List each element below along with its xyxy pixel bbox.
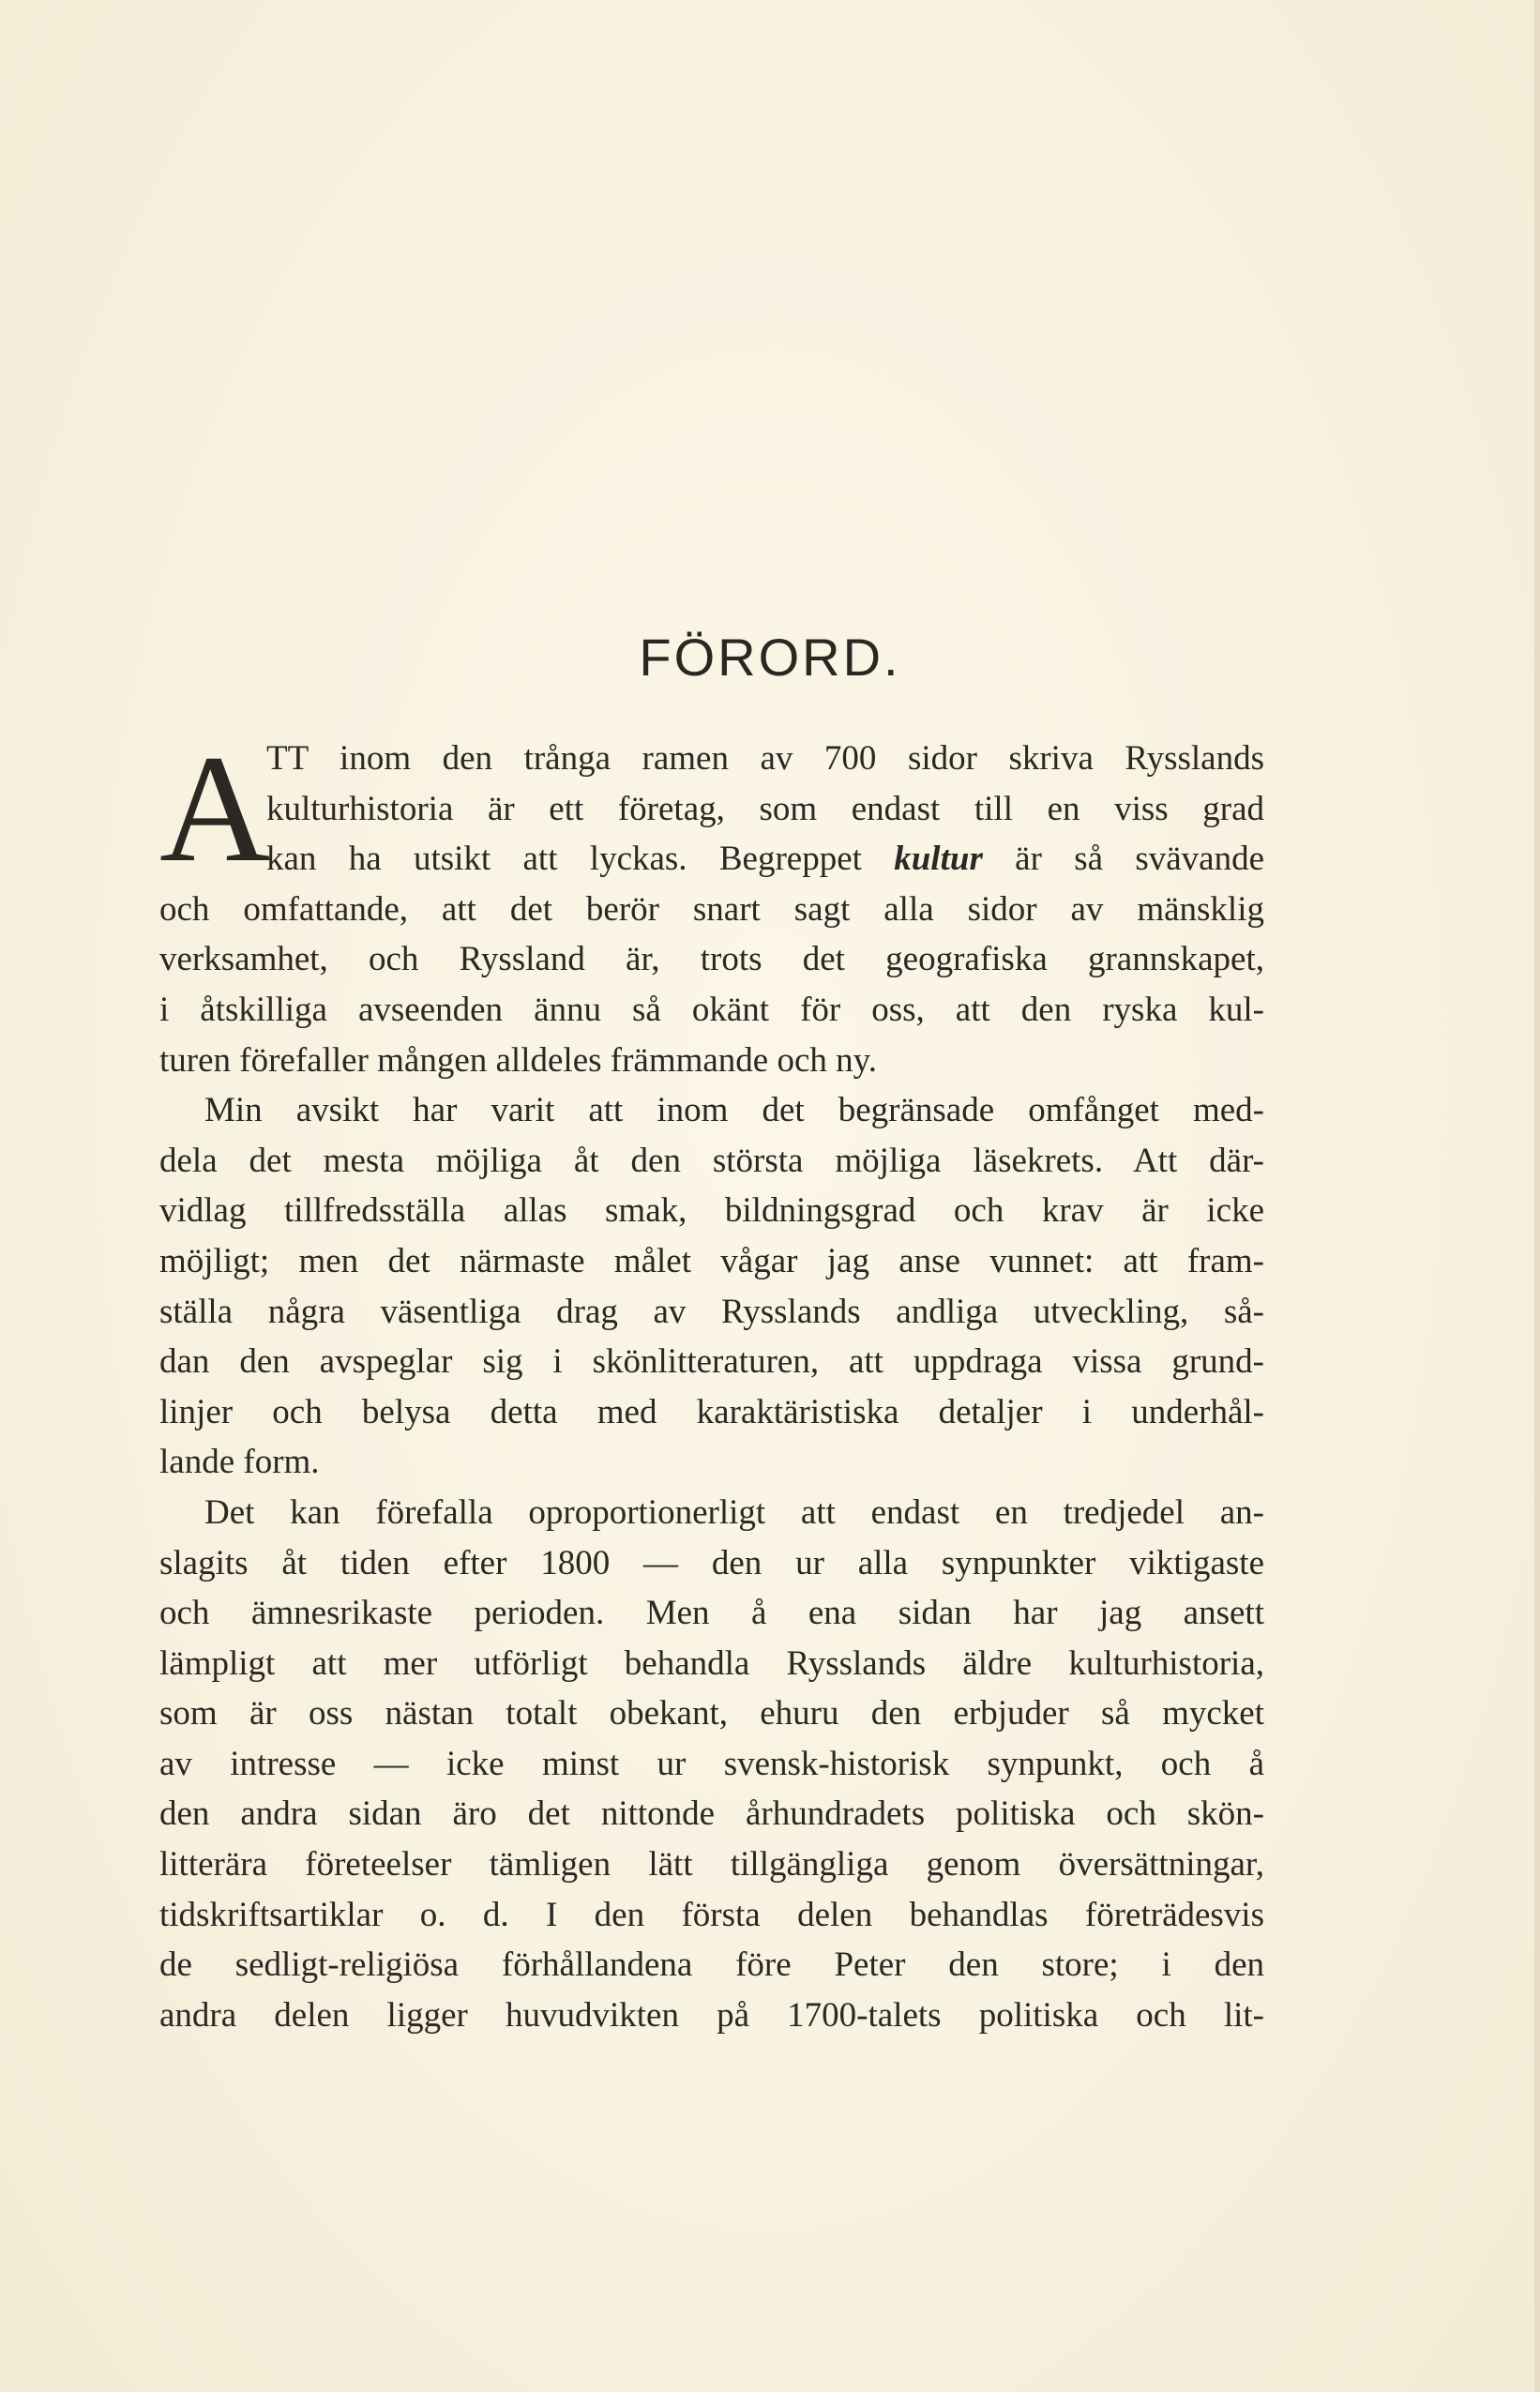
text-segment: är så svävande [1015,840,1265,879]
text-line: de sedligt-religiösa förhållandena före Peter den store; i den [159,1945,1264,1985]
text-line: ställa några väsentliga drag av Rysslands andliga utveckling, så- [159,1292,1264,1331]
paragraph-2 [159,1085,1264,1488]
text-line: linjer och belysa detta med karaktäristiska detaljer i underhål- [159,1392,1264,1431]
text-line: Det kan förefalla oproportionerligt att endast en tredjedel an- [204,1492,1264,1532]
text-line: verksamhet, och Ryssland är, trots det geografiska grannskapet, [159,940,1264,979]
emphasis-word: kultur [894,840,983,879]
text-line: TT inom den trånga ramen av 700 sidor skriva Rysslands [266,739,1264,778]
page-title: FÖRORD. [639,628,901,687]
text-line: i åtskilliga avseenden ännu så okänt för oss, att den ryska kul- [159,990,1264,1029]
text-line: vidlag tillfredsställa allas smak, bildningsgrad och krav är icke [159,1191,1264,1231]
text-line: den andra sidan äro det nittonde århundradets politiska och skön- [159,1794,1264,1834]
text-line: som är oss nästan totalt obekant, ehuru den erbjuder så mycket [159,1694,1264,1733]
drop-cap: A [159,724,271,894]
text-line: lämpligt att mer utförligt behandla Rysslands äldre kulturhistoria, [159,1643,1264,1683]
text-line: andra delen ligger huvudvikten på 1700-talets politiska och lit- [159,1995,1264,2035]
text-line: tidskriftsartiklar o. d. I den första delen behandlas företrädesvis [159,1895,1264,1934]
text-segment: kan ha utsikt att lyckas. Begreppet [266,840,862,879]
text-line: turen förefaller mången alldeles främmande och ny. [159,1040,878,1080]
paragraph-1 [159,724,1265,1085]
text-line: slagits åt tiden efter 1800 — den ur alla synpunkter viktigaste [159,1543,1264,1582]
text-line: lande form. [159,1443,320,1482]
text-line: dan den avspeglar sig i skönlitteraturen, att uppdraga vissa grund- [159,1342,1264,1382]
text-line: och ämnesrikaste perioden. Men å ena sidan har jag ansett [159,1594,1264,1633]
edge-shadow [1534,0,1540,2392]
text-line [159,834,1264,885]
text-line: möjligt; men det närmaste målet vågar jag anse vunnet: att fram- [159,1241,1264,1280]
text-line: av intresse — icke minst ur svensk-historisk synpunkt, och å [159,1744,1264,1783]
text-line: och omfattande, att det berör snart sagt alla sidor av mänsklig [159,889,1264,929]
text-line: litterära företeelser tämligen lätt tillgängliga genom översättningar, [159,1845,1264,1885]
paragraph-3 [159,1488,1264,2041]
text-line: dela det mesta möjliga åt den största möjliga läsekrets. Att där- [159,1141,1264,1180]
preface-text [159,724,1265,2040]
text-line: Min avsikt har varit att inom det begränsade omfånget med- [204,1091,1264,1130]
text-line: kulturhistoria är ett företag, som endast till en viss grad [266,789,1264,828]
